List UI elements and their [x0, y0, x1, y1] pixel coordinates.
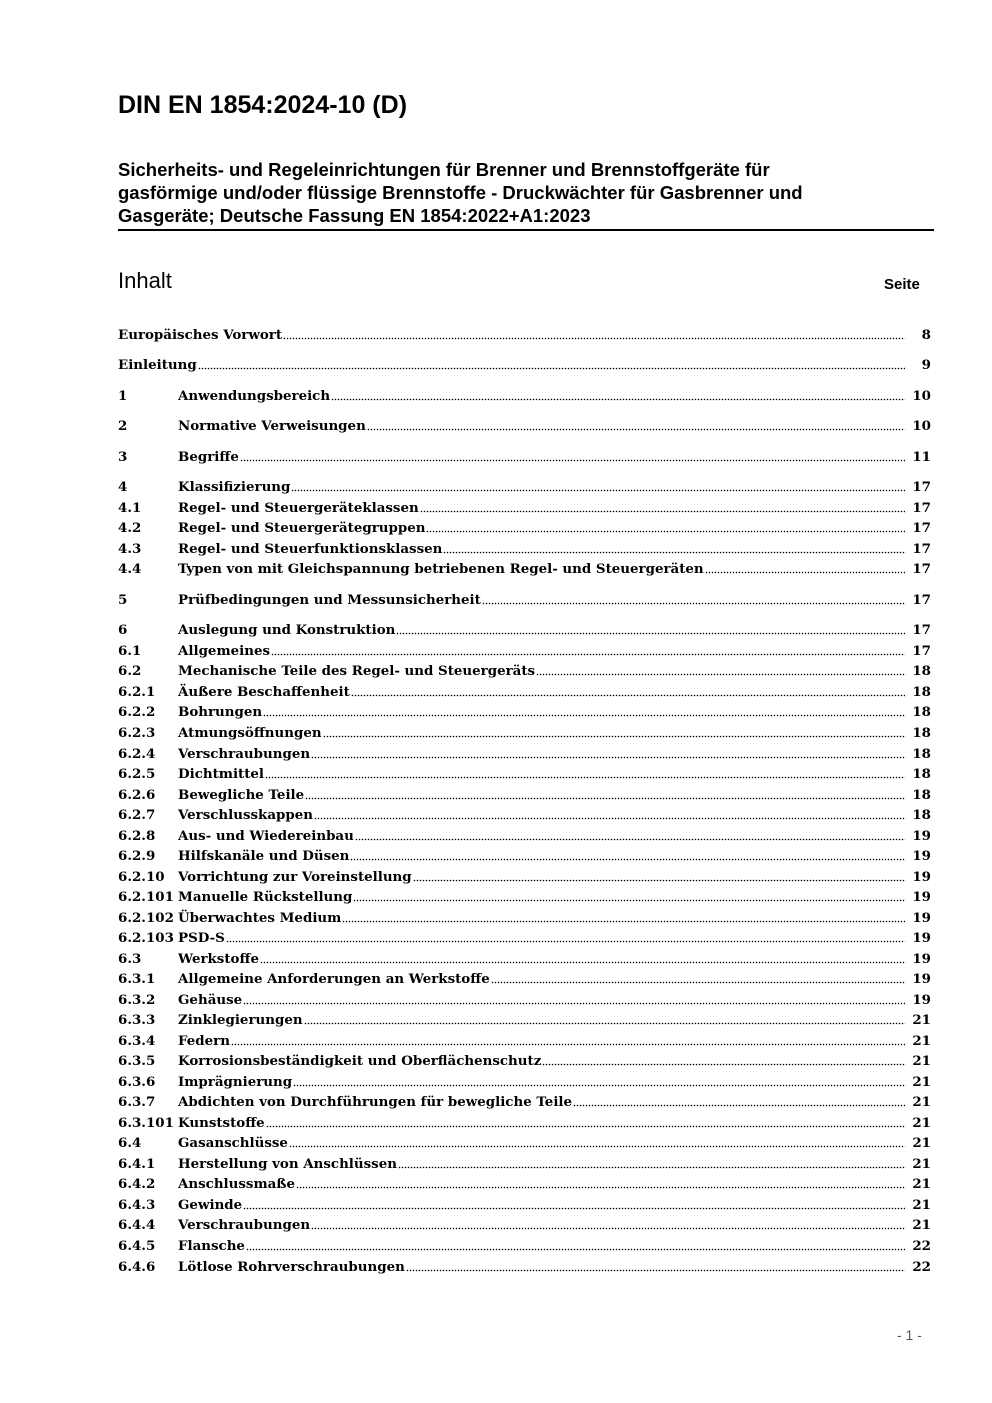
toc-entry-page: 21: [912, 1033, 931, 1049]
toc-entry-title: Typen von mit Gleichspannung betriebenen Regel- und Steuergeräten: [178, 561, 704, 577]
toc-entry-page: 8: [921, 327, 931, 343]
toc-dot-leader: [331, 398, 905, 401]
toc-entry-page: 9: [921, 357, 931, 373]
toc-entry-number: 6.3.101: [118, 1115, 174, 1131]
toc-entry-page: 11: [912, 449, 931, 465]
toc-entry-title: Herstellung von Anschlüssen: [178, 1156, 397, 1172]
toc-entry-title: Normative Verweisungen: [178, 418, 366, 434]
toc-entry-number: 6.3.3: [118, 1012, 156, 1028]
toc-entry[interactable]: [118, 682, 931, 702]
toc-entry[interactable]: [118, 661, 931, 681]
toc-entry[interactable]: [118, 990, 931, 1010]
toc-dot-leader: [296, 1186, 905, 1189]
toc-entry-page: 21: [912, 1074, 931, 1090]
toc-dot-leader: [406, 1269, 905, 1272]
toc-dot-leader: [536, 673, 905, 676]
toc-entry-number: 6.2.6: [118, 787, 156, 803]
toc-entry-page: 19: [912, 889, 931, 905]
toc-entry-number: 2: [118, 418, 128, 434]
toc-entry-page: 19: [912, 828, 931, 844]
toc-entry[interactable]: [118, 887, 931, 907]
toc-entry[interactable]: [118, 867, 931, 887]
toc-dot-leader: [260, 961, 905, 964]
toc-entry[interactable]: [118, 620, 931, 640]
toc-entry[interactable]: [118, 826, 931, 846]
toc-dot-leader: [226, 940, 905, 943]
toc-entry[interactable]: [118, 416, 931, 436]
toc-entry[interactable]: [118, 1031, 931, 1051]
toc-entry-page: 19: [912, 992, 931, 1008]
toc-dot-leader: [396, 632, 905, 635]
toc-entry-number: 5: [118, 592, 128, 608]
toc-entry-title: Überwachtes Medium: [178, 910, 342, 926]
toc-entry-page: 22: [912, 1259, 931, 1275]
toc-entry-page: 21: [912, 1176, 931, 1192]
toc-entry[interactable]: [118, 1174, 931, 1194]
toc-entry-page: 19: [912, 869, 931, 885]
toc-dot-leader: [304, 1022, 905, 1025]
toc-dot-leader: [305, 797, 905, 800]
toc-dot-leader: [231, 1043, 905, 1046]
toc-entry[interactable]: [118, 1195, 931, 1215]
toc-entry-number: 6.2.7: [118, 807, 156, 823]
toc-entry-number: 6.4.4: [118, 1217, 156, 1233]
toc-entry-page: 18: [912, 704, 931, 720]
contents-heading: Inhalt: [118, 268, 172, 293]
toc-dot-leader: [240, 459, 905, 462]
toc-entry-number: 6.4.6: [118, 1259, 156, 1275]
toc-entry-page: 21: [912, 1135, 931, 1151]
toc-entry-page: 18: [912, 787, 931, 803]
toc-dot-leader: [350, 858, 905, 861]
toc-entry[interactable]: [118, 1154, 931, 1174]
toc-entry-title: Verschlusskappen: [178, 807, 313, 823]
toc-dot-leader: [426, 530, 905, 533]
toc-entry-number: 6.4: [118, 1135, 142, 1151]
toc-entry-page: 21: [912, 1012, 931, 1028]
toc-entry-number: 1: [118, 388, 128, 404]
toc-entry[interactable]: [118, 559, 931, 579]
toc-entry-title: Zinklegierungen: [178, 1012, 303, 1028]
toc-entry-page: 17: [912, 541, 931, 557]
toc-dot-leader: [542, 1063, 905, 1066]
toc-entry-title: Bohrungen: [178, 704, 263, 720]
toc-entry-page: 17: [912, 561, 931, 577]
toc-entry-title: Lötlose Rohrverschraubungen: [178, 1259, 405, 1275]
toc-entry[interactable]: [118, 846, 931, 866]
toc-entry[interactable]: [118, 949, 931, 969]
toc-dot-leader: [355, 838, 905, 841]
toc-entry-title: Anwendungsbereich: [178, 388, 331, 404]
toc-entry[interactable]: [118, 641, 931, 661]
toc-entry-title: Begriffe: [178, 449, 239, 465]
toc-entry[interactable]: [118, 1133, 931, 1153]
toc-entry[interactable]: [118, 1072, 931, 1092]
toc-entry-title: Imprägnierung: [178, 1074, 293, 1090]
toc-entry-number: 6.3: [118, 951, 142, 967]
toc-entry-page: 10: [912, 388, 931, 404]
toc-entry-page: 19: [912, 930, 931, 946]
toc-entry-page: 21: [912, 1197, 931, 1213]
toc-entry-title: Abdichten von Durchführungen für bewegliche Teile: [178, 1094, 573, 1110]
toc-entry-title: Gehäuse: [178, 992, 243, 1008]
subtitle-line: gasförmige und/oder flüssige Brennstoffe - Druckwächter für Gasbrenner und: [118, 182, 803, 203]
toc-entry-title: Regel- und Steuergeräteklassen: [178, 500, 419, 516]
toc-entry-page: 17: [912, 479, 931, 495]
toc-entry-number: 6.2.10: [118, 869, 165, 885]
toc-entry-page: 19: [912, 910, 931, 926]
toc-entry-number: 6.2.102: [118, 910, 174, 926]
toc-entry-title: Äußere Beschaffenheit: [178, 684, 350, 700]
toc-entry-page: 10: [912, 418, 931, 434]
toc-dot-leader: [420, 510, 905, 513]
toc-entry-number: 6.1: [118, 643, 142, 659]
toc-entry-title: Manuelle Rückstellung: [178, 889, 353, 905]
toc-entry-number: 6.2.101: [118, 889, 174, 905]
toc-entry-title: Allgemeines: [178, 643, 271, 659]
toc-entry-title: Regel- und Steuerfunktionsklassen: [178, 541, 443, 557]
toc-dot-leader: [311, 1227, 905, 1230]
toc-entry-title: Verschraubungen: [178, 1217, 311, 1233]
toc-entry-title: PSD-S: [178, 930, 225, 946]
toc-entry-title: Flansche: [178, 1238, 245, 1254]
toc-entry[interactable]: [118, 1051, 931, 1071]
toc-entry-page: 18: [912, 746, 931, 762]
toc-dot-leader: [311, 756, 905, 759]
toc-entry-number: 6.4.5: [118, 1238, 156, 1254]
toc-dot-leader: [351, 694, 905, 697]
toc-entry[interactable]: [118, 1092, 931, 1112]
toc-entry-title: Auslegung und Konstruktion: [178, 622, 396, 638]
toc-entry-page: 22: [912, 1238, 931, 1254]
page-column-label: Seite: [884, 276, 920, 293]
toc-entry-number: 6.2: [118, 663, 142, 679]
toc-entry[interactable]: [118, 498, 931, 518]
toc-entry[interactable]: [118, 785, 931, 805]
toc-entry-title: Atmungsöffnungen: [178, 725, 322, 741]
toc-entry-title: Verschraubungen: [178, 746, 311, 762]
toc-entry-title: Korrosionsbeständigkeit und Oberflächenschutz: [178, 1053, 542, 1069]
toc-entry-title: Vorrichtung zur Voreinstellung: [178, 869, 412, 885]
toc-entry-page: 21: [912, 1094, 931, 1110]
toc-dot-leader: [263, 714, 905, 717]
toc-entry-title: Aus- und Wiedereinbau: [178, 828, 354, 844]
toc-dot-leader: [266, 1125, 905, 1128]
toc-entry-number: 4.2: [118, 520, 142, 536]
toc-entry-page: 21: [912, 1053, 931, 1069]
toc-dot-leader: [482, 602, 905, 605]
toc-entry-page: 18: [912, 766, 931, 782]
toc-entry-page: 17: [912, 500, 931, 516]
toc-entry-page: 17: [912, 622, 931, 638]
subtitle-line: Sicherheits- und Regeleinrichtungen für Brenner und Brennstoffgeräte für: [118, 159, 770, 180]
toc-entry-page: 21: [912, 1156, 931, 1172]
toc-entry-title: Prüfbedingungen und Messunsicherheit: [178, 592, 481, 608]
toc-entry-number: 6.3.4: [118, 1033, 156, 1049]
toc-entry[interactable]: [118, 764, 931, 784]
document-title: DIN EN 1854:2024-10 (D): [118, 91, 408, 119]
toc-entry-number: 3: [118, 449, 128, 465]
toc-entry-title: Mechanische Teile des Regel- und Steuergeräts: [178, 663, 536, 679]
toc-dot-leader: [353, 899, 905, 902]
toc-entry[interactable]: [118, 723, 931, 743]
toc-entry-title: Klassifizierung: [178, 479, 291, 495]
toc-entry[interactable]: [118, 447, 931, 467]
toc-entry-number: 4.4: [118, 561, 142, 577]
toc-entry-page: 17: [912, 520, 931, 536]
toc-dot-leader: [342, 920, 905, 923]
toc-dot-leader: [491, 981, 905, 984]
toc-dot-leader: [265, 776, 905, 779]
toc-entry-number: 6.2.2: [118, 704, 156, 720]
toc-entry[interactable]: [118, 744, 931, 764]
toc-entry-number: 6: [118, 622, 128, 638]
toc-dot-leader: [271, 653, 905, 656]
toc-dot-leader: [283, 337, 905, 340]
toc-entry-number: 6.2.9: [118, 848, 156, 864]
toc-dot-leader: [573, 1104, 905, 1107]
toc-entry-page: 17: [912, 643, 931, 659]
toc-entry-page: 19: [912, 951, 931, 967]
subtitle-line: Gasgeräte; Deutsche Fassung EN 1854:2022+A1:2023: [118, 205, 591, 226]
toc-entry-number: 6.3.6: [118, 1074, 156, 1090]
toc-dot-leader: [246, 1248, 905, 1251]
toc-entry-title: Kunststoffe: [178, 1115, 265, 1131]
toc-entry-number: 4.1: [118, 500, 142, 516]
toc-dot-leader: [705, 571, 905, 574]
toc-entry[interactable]: [118, 518, 931, 538]
toc-entry-page: 19: [912, 848, 931, 864]
toc-entry-title: Federn: [178, 1033, 230, 1049]
toc-entry-number: 6.4.2: [118, 1176, 156, 1192]
toc-dot-leader: [291, 489, 905, 492]
toc-entry[interactable]: [118, 590, 931, 610]
toc-dot-leader: [243, 1002, 905, 1005]
toc-entry[interactable]: [118, 355, 931, 375]
toc-entry-title: Anschlussmaße: [178, 1176, 295, 1192]
page-number: - 1 -: [897, 1327, 922, 1343]
table-of-contents: [118, 0, 931, 1403]
toc-dot-leader: [293, 1084, 905, 1087]
toc-entry-page: 18: [912, 684, 931, 700]
toc-entry-title: Gewinde: [178, 1197, 243, 1213]
toc-entry-title: Dichtmittel: [178, 766, 265, 782]
toc-entry-title: Einleitung: [118, 357, 197, 373]
toc-entry-title: Allgemeine Anforderungen an Werkstoffe: [178, 971, 490, 987]
toc-entry-title: Regel- und Steuergerätegruppen: [178, 520, 426, 536]
toc-entry-title: Hilfskanäle und Düsen: [178, 848, 350, 864]
toc-entry[interactable]: [118, 539, 931, 559]
toc-entry-page: 17: [912, 592, 931, 608]
toc-entry[interactable]: [118, 969, 931, 989]
toc-dot-leader: [367, 428, 905, 431]
toc-entry[interactable]: [118, 1010, 931, 1030]
toc-entry-number: 6.2.4: [118, 746, 156, 762]
toc-entry[interactable]: [118, 805, 931, 825]
toc-entry[interactable]: [118, 1257, 931, 1277]
toc-entry-number: 6.4.1: [118, 1156, 156, 1172]
toc-entry-number: 6.2.103: [118, 930, 174, 946]
toc-dot-leader: [289, 1145, 905, 1148]
toc-entry[interactable]: [118, 1236, 931, 1256]
toc-entry-number: 6.2.3: [118, 725, 156, 741]
toc-entry-title: Gasanschlüsse: [178, 1135, 288, 1151]
toc-entry-number: 4: [118, 479, 128, 495]
toc-entry[interactable]: [118, 386, 931, 406]
toc-entry[interactable]: [118, 325, 931, 345]
toc-dot-leader: [398, 1166, 905, 1169]
toc-entry-number: 6.4.3: [118, 1197, 156, 1213]
toc-entry-title: Bewegliche Teile: [178, 787, 305, 803]
toc-entry-number: 6.3.1: [118, 971, 156, 987]
toc-dot-leader: [443, 551, 905, 554]
toc-entry-number: 6.2.1: [118, 684, 156, 700]
toc-entry-page: 18: [912, 807, 931, 823]
toc-entry-page: 21: [912, 1217, 931, 1233]
toc-entry[interactable]: [118, 908, 931, 928]
toc-dot-leader: [323, 735, 905, 738]
toc-entry[interactable]: [118, 702, 931, 722]
toc-entry-number: 6.2.5: [118, 766, 156, 782]
toc-dot-leader: [413, 879, 905, 882]
toc-entry[interactable]: [118, 1215, 931, 1235]
toc-entry[interactable]: [118, 477, 931, 497]
toc-entry-page: 18: [912, 663, 931, 679]
toc-entry-title: Werkstoffe: [178, 951, 259, 967]
toc-dot-leader: [198, 367, 905, 370]
toc-entry-number: 6.3.5: [118, 1053, 156, 1069]
toc-dot-leader: [314, 817, 905, 820]
toc-entry[interactable]: [118, 928, 931, 948]
toc-entry-page: 19: [912, 971, 931, 987]
toc-entry-number: 6.2.8: [118, 828, 156, 844]
toc-entry-number: 4.3: [118, 541, 142, 557]
toc-entry-page: 18: [912, 725, 931, 741]
toc-entry-number: 6.3.2: [118, 992, 156, 1008]
toc-entry-page: 21: [912, 1115, 931, 1131]
toc-entry-title: Europäisches Vorwort: [118, 327, 283, 343]
toc-entry[interactable]: [118, 1113, 931, 1133]
toc-entry-number: 6.3.7: [118, 1094, 156, 1110]
toc-dot-leader: [243, 1207, 905, 1210]
